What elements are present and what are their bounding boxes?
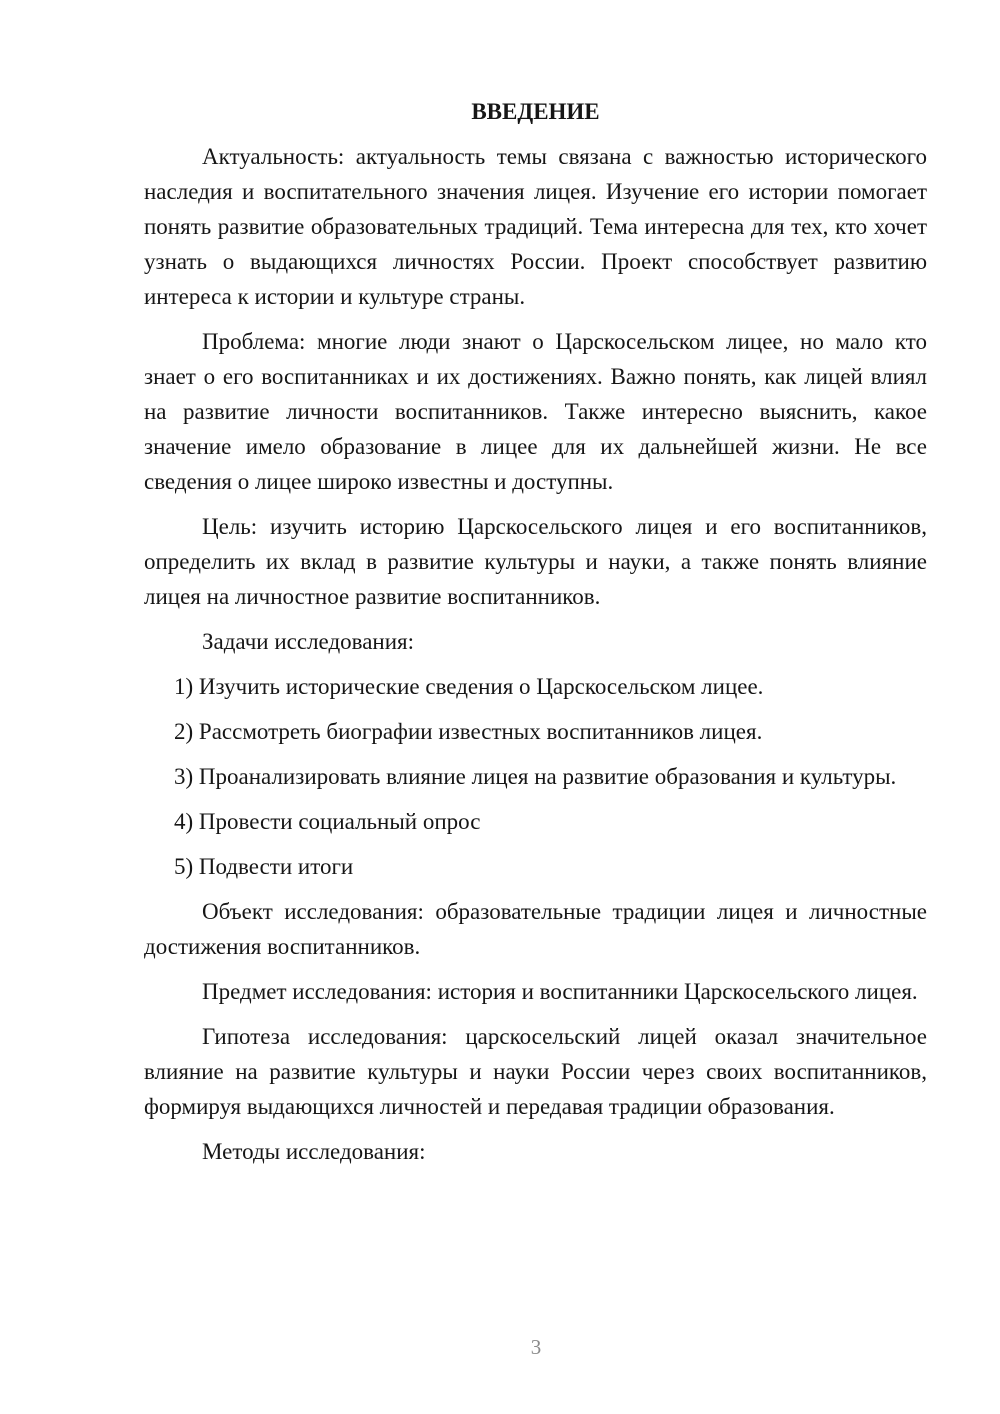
page-number: 3 [530, 1335, 542, 1359]
page-content [144, 94, 927, 1179]
task-item: 1) Изучить исторические сведения о Царскосельском лицее. [174, 674, 764, 699]
methods-heading: Методы исследования: [202, 1139, 426, 1164]
relevance-paragraph: Актуальность: актуальность темы связана с важностью исторического наследия и воспитательного значения лицея. Изучение его истории помогает понять развитие образовательных традиций. Тема интересна для тех, кто хочет узнать о выдающихся личностях России. Проект способствует развитию интереса к истории и культуре страны. [144, 144, 927, 309]
hypothesis-paragraph: Гипотеза исследования: царскосельский лицей оказал значительное влияние на развитие культуры и науки России через своих воспитанников, формируя выдающихся личностей и передавая традиции образования. [144, 1024, 927, 1119]
task-item: 4) Провести социальный опрос [174, 809, 481, 834]
task-item: 3) Проанализировать влияние лицея на развитие образования и культуры. [174, 764, 897, 789]
goal-paragraph: Цель: изучить историю Царскосельского лицея и его воспитанников, определить их вклад в развитие культуры и науки, а также понять влияние лицея на личностное развитие воспитанников. [144, 514, 927, 609]
task-item: 2) Рассмотреть биографии известных воспитанников лицея. [174, 719, 763, 744]
object-paragraph: Объект исследования: образовательные традиции лицея и личностные достижения воспитанников. [144, 899, 927, 959]
section-heading: ВВЕДЕНИЕ [471, 99, 600, 124]
task-item: 5) Подвести итоги [174, 854, 354, 879]
subject-paragraph: Предмет исследования: история и воспитанники Царскосельского лицея. [202, 979, 918, 1004]
problem-paragraph: Проблема: многие люди знают о Царскосельском лицее, но мало кто знает о его воспитанниках и их достижениях. Важно понять, как лицей влиял на развитие личности воспитанников. Также интересно выяснить, какое значение имело образование в лицее для их дальнейшей жизни. Не все сведения о лицее широко известны и доступны. [144, 329, 927, 494]
tasks-heading: Задачи исследования: [202, 629, 415, 654]
